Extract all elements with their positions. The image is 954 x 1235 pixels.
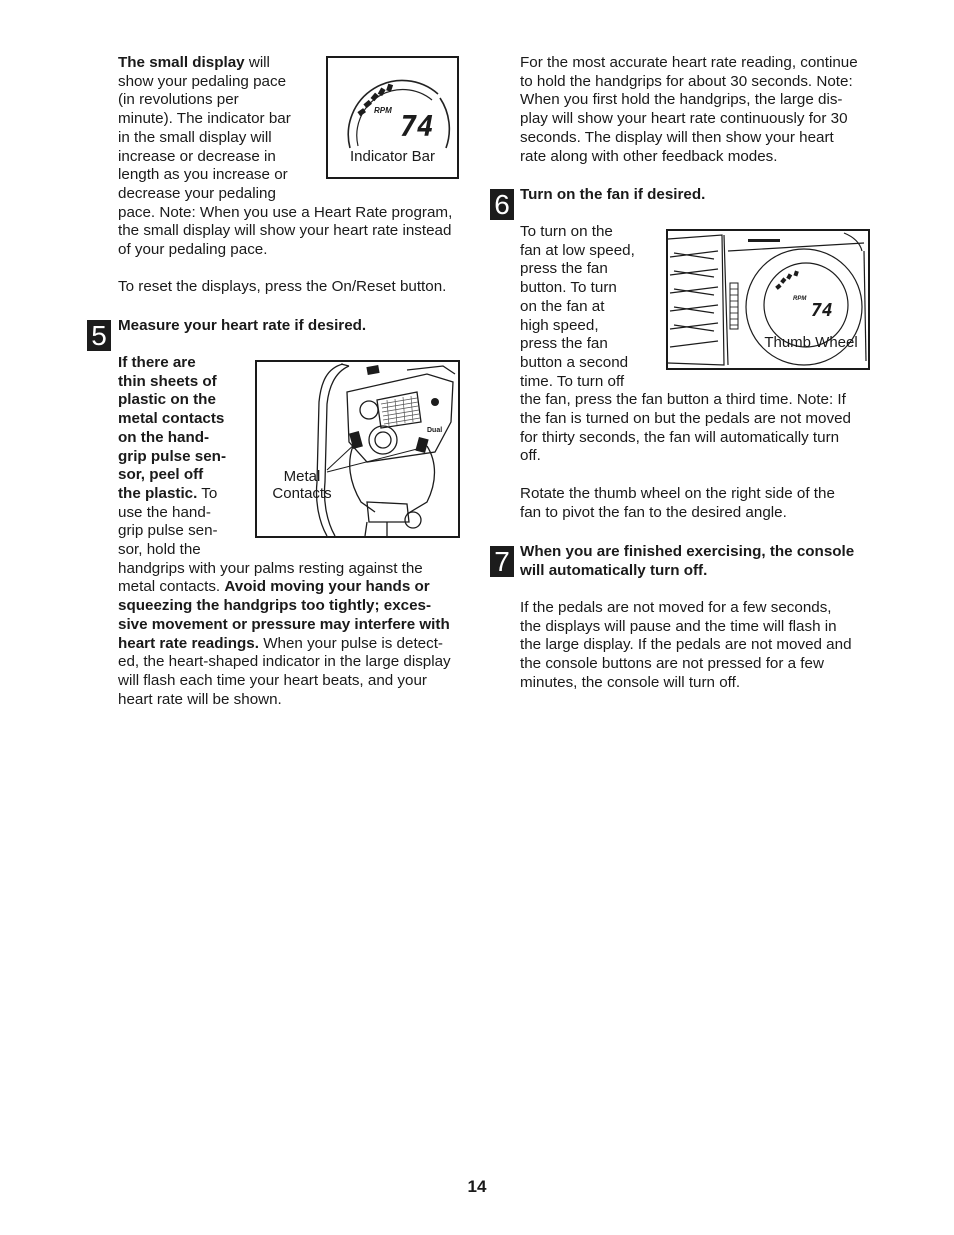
text-line: (in revolutions per bbox=[118, 91, 239, 109]
text-line: the displays will pause and the time will flash in bbox=[520, 617, 837, 635]
text-line: fan to pivot the fan to the desired angle. bbox=[520, 503, 787, 521]
text-run: metal contacts. bbox=[118, 578, 225, 596]
text-run: handgrips with your palms resting against the bbox=[118, 559, 423, 577]
text-line: on the hand- bbox=[118, 428, 210, 446]
text-line: sor, hold the bbox=[118, 541, 201, 559]
text-line: grip pulse sen- bbox=[118, 522, 218, 540]
text-line: fan at low speed, bbox=[520, 241, 635, 259]
text-line: minutes, the console will turn off. bbox=[520, 673, 741, 691]
step-7-heading bbox=[520, 543, 872, 580]
text-line: metal contacts bbox=[118, 410, 225, 428]
text-line bbox=[118, 691, 468, 710]
text-line: button a second bbox=[520, 353, 629, 371]
step-7-badge: 7 bbox=[490, 546, 514, 577]
step-5-badge: 5 bbox=[87, 320, 111, 351]
text-line: the large display. If the pedals are not moved and bbox=[520, 636, 852, 654]
text-line: the console buttons are not pressed for a few bbox=[520, 655, 824, 673]
thumb-wheel-caption: Thumb Wheel bbox=[764, 334, 858, 351]
text-line bbox=[118, 578, 468, 597]
text-run: will flash each time your heart beats, and your bbox=[118, 671, 427, 689]
text-line: in the small display will bbox=[118, 128, 272, 146]
page-number: 14 bbox=[467, 1177, 487, 1196]
text-line: length as you increase or bbox=[118, 166, 288, 184]
text-line: decrease your pedaling bbox=[118, 184, 276, 202]
text-line: high speed, bbox=[520, 316, 599, 334]
text-line: If there are bbox=[118, 354, 196, 371]
step-6-heading: Turn on the fan if desired. bbox=[520, 186, 706, 203]
text-line: of your pedaling pace. bbox=[118, 241, 268, 259]
metal-contacts-caption bbox=[267, 468, 337, 502]
text-line: the small display will show your heart rate instead bbox=[118, 222, 452, 240]
text-run: When your pulse is detect- bbox=[258, 634, 443, 652]
handgrip-console-illustration bbox=[257, 362, 458, 536]
text-line: pace. Note: When you use a Heart Rate program, bbox=[118, 203, 453, 221]
text-line: for thirty seconds, the fan will automatically turn bbox=[520, 428, 840, 446]
caption-line: Metal bbox=[283, 468, 321, 485]
text-run: To bbox=[197, 484, 218, 502]
text-run: ed, the heart-shaped indicator in the large display bbox=[118, 653, 451, 671]
paragraph-gap bbox=[520, 466, 872, 485]
accuracy-paragraph bbox=[520, 54, 872, 166]
text-line: If the pedals are not moved for a few seconds, bbox=[520, 599, 832, 616]
text-line bbox=[118, 616, 468, 635]
text-line: plastic on the bbox=[118, 391, 216, 409]
rpm-unit-text: RPM bbox=[374, 106, 392, 115]
text-run: Avoid moving your hands or bbox=[224, 578, 430, 596]
text-line bbox=[118, 635, 468, 654]
text-line: seconds. The display will then show your heart bbox=[520, 128, 834, 146]
text-line: When you first hold the handgrips, the large dis- bbox=[520, 91, 843, 109]
thumb-wheel-figure bbox=[666, 229, 870, 370]
text-line: will bbox=[244, 54, 270, 71]
step-5-heading: Measure your heart rate if desired. bbox=[118, 317, 367, 334]
text-run: sive movement or pressure may interfere with bbox=[118, 615, 450, 633]
reset-paragraph: To reset the displays, press the On/Reset button. bbox=[118, 278, 447, 295]
text-line: press the fan bbox=[520, 260, 608, 278]
text-line: to hold the handgrips for about 30 seconds. Note: bbox=[520, 72, 853, 90]
text-line: To turn on the bbox=[520, 223, 613, 240]
text-run: the plastic. bbox=[118, 484, 198, 502]
text-line bbox=[118, 672, 468, 691]
text-line: grip pulse sen- bbox=[118, 447, 227, 465]
rpm-value-text: 74 bbox=[400, 110, 434, 143]
text-line: the fan, press the fan button a third time. Note: If bbox=[520, 391, 846, 409]
text-line bbox=[118, 560, 468, 579]
step-7-body bbox=[520, 599, 872, 693]
text-line: Rotate the thumb wheel on the right side of the bbox=[520, 484, 835, 502]
text-line: on the fan at bbox=[520, 297, 605, 315]
rpm-unit-text: RPM bbox=[793, 296, 807, 302]
text-line: will automatically turn off. bbox=[520, 561, 708, 579]
text-line: minute). The indicator bar bbox=[118, 110, 291, 128]
text-run: heart rate will be shown. bbox=[118, 690, 282, 708]
text-line: increase or decrease in bbox=[118, 147, 276, 165]
dual-label-text: Dual bbox=[427, 427, 443, 434]
text-line: time. To turn off bbox=[520, 372, 625, 390]
text-line: use the hand- bbox=[118, 503, 211, 521]
text-line bbox=[118, 653, 468, 672]
caption-line: Contacts bbox=[272, 485, 332, 502]
text-run: squeezing the handgrips too tightly; exces- bbox=[118, 597, 432, 615]
text-line: thin sheets of bbox=[118, 372, 217, 390]
step-6-badge: 6 bbox=[490, 189, 514, 220]
metal-contacts-figure bbox=[255, 360, 460, 538]
text-line: For the most accurate heart rate reading, continue bbox=[520, 54, 858, 71]
text-line: When you are finished exercising, the console bbox=[520, 543, 855, 560]
text-line: show your pedaling pace bbox=[118, 72, 287, 90]
text-line: off. bbox=[520, 447, 541, 465]
text-line bbox=[118, 597, 468, 616]
text-line: press the fan bbox=[520, 335, 608, 353]
indicator-bar-figure bbox=[326, 56, 459, 179]
small-display-lead: The small display bbox=[118, 54, 245, 71]
text-line: the fan is turned on but the pedals are not moved bbox=[520, 410, 851, 428]
text-line: play will show your heart rate continuously for 30 bbox=[520, 110, 848, 128]
rpm-value-text: 74 bbox=[811, 300, 833, 321]
step-5-full-lines bbox=[118, 560, 468, 710]
text-line: button. To turn bbox=[520, 279, 617, 297]
text-run: heart rate readings. bbox=[118, 634, 259, 652]
text-line: sor, peel off bbox=[118, 466, 204, 484]
text-line: rate along with other feedback modes. bbox=[520, 147, 778, 165]
indicator-bar-caption: Indicator Bar bbox=[349, 148, 436, 165]
